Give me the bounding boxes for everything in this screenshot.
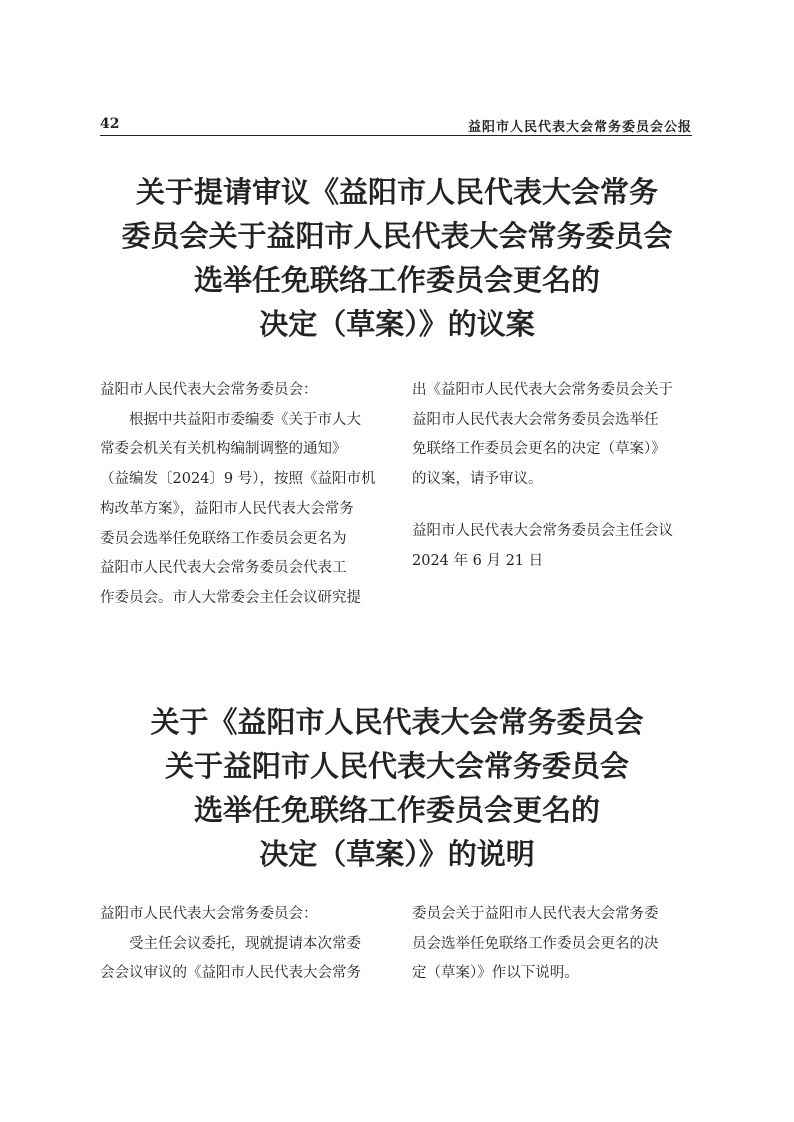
body-line: 作委员会。市人大常委会主任会议研究提 — [100, 589, 361, 606]
title-line: 决定（草案）》的说明 — [259, 837, 535, 871]
title-line: 选举任免联络工作委员会更名的 — [193, 263, 600, 297]
body-line: 益阳市人民代表大会常务委员会选举任 — [412, 411, 659, 428]
motion-left-column — [100, 376, 390, 614]
body-line: 免联络工作委员会更名的决定（草案）》 — [412, 441, 666, 458]
salutation: 益阳市人民代表大会常务委员会： — [100, 382, 318, 398]
body-line: 员会选举任免联络工作委员会更名的决 — [412, 935, 659, 952]
signature: 益阳市人民代表大会常务委员会主任会议 — [412, 522, 673, 539]
body-line: 的议案，请予审议。 — [412, 471, 543, 488]
header-rule — [100, 135, 692, 136]
explanation-title — [60, 700, 734, 876]
explanation-right-column — [412, 900, 694, 989]
title-line: 委员会关于益阳市人民代表大会常务委员会 — [121, 219, 673, 253]
title-line: 关于《益阳市人民代表大会常务委员会 — [150, 705, 644, 739]
body-line: 构改革方案》，益阳市人民代表大会常务 — [100, 500, 354, 517]
body-line: 常委会机关有关机构编制调整的通知》 — [100, 441, 347, 458]
body-line: 会会议审议的《益阳市人民代表大会常务 — [100, 965, 361, 982]
title-line: 决定（草案）》的议案 — [259, 307, 535, 341]
body-line: 定（草案）》作以下说明。 — [412, 965, 579, 982]
body-line: 委员会关于益阳市人民代表大会常务委 — [412, 906, 659, 922]
body-line: 根据中共益阳市委编委《关于市人大 — [129, 411, 361, 428]
title-line: 关于益阳市人民代表大会常务委员会 — [164, 749, 629, 783]
motion-right-column — [412, 376, 694, 576]
body-line: 受主任会议委托，现就提请本次常委 — [129, 935, 361, 952]
salutation: 益阳市人民代表大会常务委员会： — [100, 906, 318, 922]
explanation-left-column — [100, 900, 390, 989]
publication-title: 益阳市人民代表大会常务委员会公报 — [467, 120, 692, 135]
page-number: 42 — [100, 116, 120, 132]
body-line: 委员会选举任免联络工作委员会更名为 — [100, 530, 347, 547]
body-line: 益阳市人民代表大会常务委员会代表工 — [100, 560, 347, 577]
date: 2024 年 6 月 21 日 — [412, 552, 544, 569]
title-line: 选举任免联络工作委员会更名的 — [193, 793, 600, 827]
body-line: 出《益阳市人民代表大会常务委员会关于 — [412, 382, 673, 398]
motion-title — [60, 170, 734, 346]
title-line: 关于提请审议《益阳市人民代表大会常务 — [135, 175, 658, 209]
page-header — [100, 114, 692, 136]
body-line: （益编发〔2024〕9 号），按照《益阳市机 — [100, 471, 376, 488]
